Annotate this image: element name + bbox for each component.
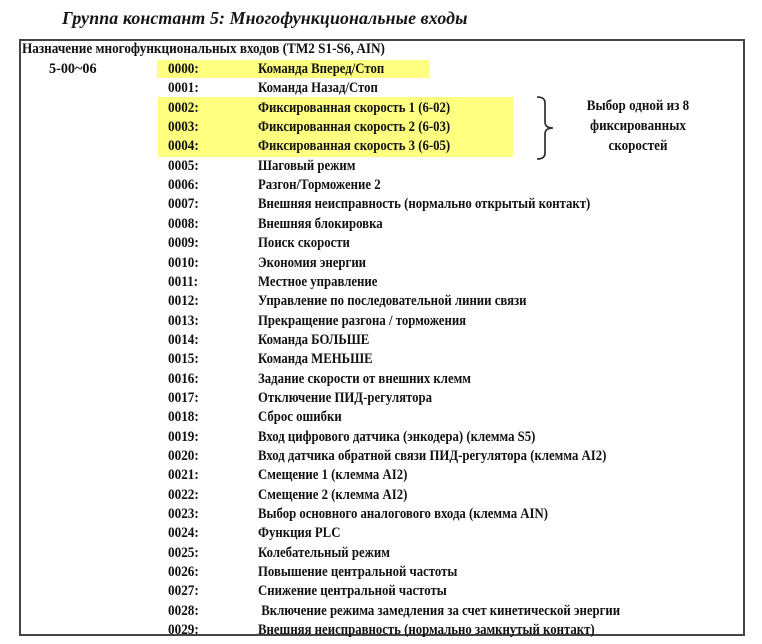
- option-code: 0015:: [168, 351, 199, 368]
- option-code: 0027:: [168, 583, 199, 600]
- brace-note-line: скоростей: [608, 138, 668, 154]
- option-code: 0013:: [168, 312, 199, 329]
- option-code: 0025:: [168, 544, 199, 561]
- section-title: Группа констант 5: Многофункциональные входы: [62, 8, 468, 28]
- option-description: Снижение центральной частоты: [258, 583, 447, 600]
- option-code: 0026:: [168, 564, 199, 581]
- right-brace-icon: [534, 95, 560, 161]
- option-code: 0029:: [168, 622, 199, 639]
- option-code: 0008:: [168, 215, 199, 232]
- option-code: 0011:: [168, 273, 199, 290]
- option-code: 0016:: [168, 370, 199, 387]
- option-description: Отключение ПИД-регулятора: [258, 389, 433, 406]
- option-description: Повышение центральной частоты: [258, 564, 458, 581]
- option-description: Прекращение разгона / торможения: [258, 312, 467, 329]
- option-code: 0006:: [168, 177, 199, 194]
- option-description: Команда Вперед/Стоп: [258, 61, 385, 77]
- option-code: 0024:: [168, 525, 199, 542]
- option-code: 0014:: [168, 331, 199, 348]
- brace-note-line: Выбор одной из 8: [586, 98, 690, 114]
- option-description: Вход датчика обратной связи ПИД-регулятора (клемма AI2): [258, 448, 607, 464]
- option-description: Управление по последовательной линии связи: [258, 293, 527, 310]
- option-description: Вход цифрового датчика (энкодера) (клемма S5): [258, 428, 536, 445]
- option-description: Местное управление: [258, 273, 378, 290]
- option-description: Поиск скорости: [258, 235, 350, 252]
- option-code: 0028:: [168, 602, 199, 619]
- option-code: 0023:: [168, 506, 199, 523]
- option-code: 0019:: [168, 428, 199, 445]
- option-description: Внешняя неисправность (нормально открытый контакт): [258, 196, 591, 213]
- option-description: Фиксированная скорость 2 (6-03): [258, 119, 451, 136]
- option-code: 0009:: [168, 235, 199, 252]
- parameter-range: 5-00~06: [49, 61, 97, 77]
- option-code: 0021:: [168, 467, 199, 484]
- option-code: 0003:: [168, 119, 199, 136]
- option-code: 0018:: [168, 409, 199, 426]
- option-code: 0010:: [168, 254, 199, 271]
- option-description: Включение режима замедления за счет кинетической энергии: [258, 602, 621, 619]
- option-code: 0001:: [168, 80, 199, 97]
- option-description: Внешняя неисправность (нормально замкнутый контакт): [258, 622, 595, 639]
- option-code: 0004:: [168, 138, 199, 155]
- option-description: Выбор основного аналогового входа (клемма AIN): [258, 506, 548, 523]
- option-description: Экономия энергии: [258, 254, 367, 271]
- option-description: Шаговый режим: [258, 157, 356, 174]
- option-code: 0005:: [168, 157, 199, 174]
- option-code: 0007:: [168, 196, 199, 213]
- option-code: 0002:: [168, 99, 199, 116]
- option-description: Команда МЕНЬШЕ: [258, 351, 373, 368]
- option-description: Смещение 2 (клемма AI2): [258, 486, 408, 503]
- option-description: Команда Назад/Стоп: [258, 80, 378, 97]
- option-description: Колебательный режим: [258, 544, 390, 561]
- option-description: Функция PLC: [258, 525, 341, 542]
- option-description: Сброс ошибки: [258, 409, 342, 426]
- option-code: 0020:: [168, 448, 199, 464]
- brace-note: [564, 96, 711, 156]
- option-description: Фиксированная скорость 1 (6-02): [258, 99, 451, 116]
- option-code: 0022:: [168, 486, 199, 503]
- option-description: Задание скорости от внешних клемм: [258, 370, 472, 387]
- option-description: Разгон/Торможение 2: [258, 177, 381, 194]
- option-description: Фиксированная скорость 3 (6-05): [258, 138, 451, 155]
- option-code: 0017:: [168, 389, 199, 406]
- option-description: Команда БОЛЬШЕ: [258, 331, 370, 348]
- brace-note-line: фиксированных: [590, 118, 686, 134]
- option-code: 0000:: [168, 61, 199, 77]
- option-code: 0012:: [168, 293, 199, 310]
- option-description: Смещение 1 (клемма AI2): [258, 467, 408, 484]
- table-header: Назначение многофункциональных входов (TM2 S1-S6, AIN): [22, 41, 385, 57]
- option-description: Внешняя блокировка: [258, 215, 383, 232]
